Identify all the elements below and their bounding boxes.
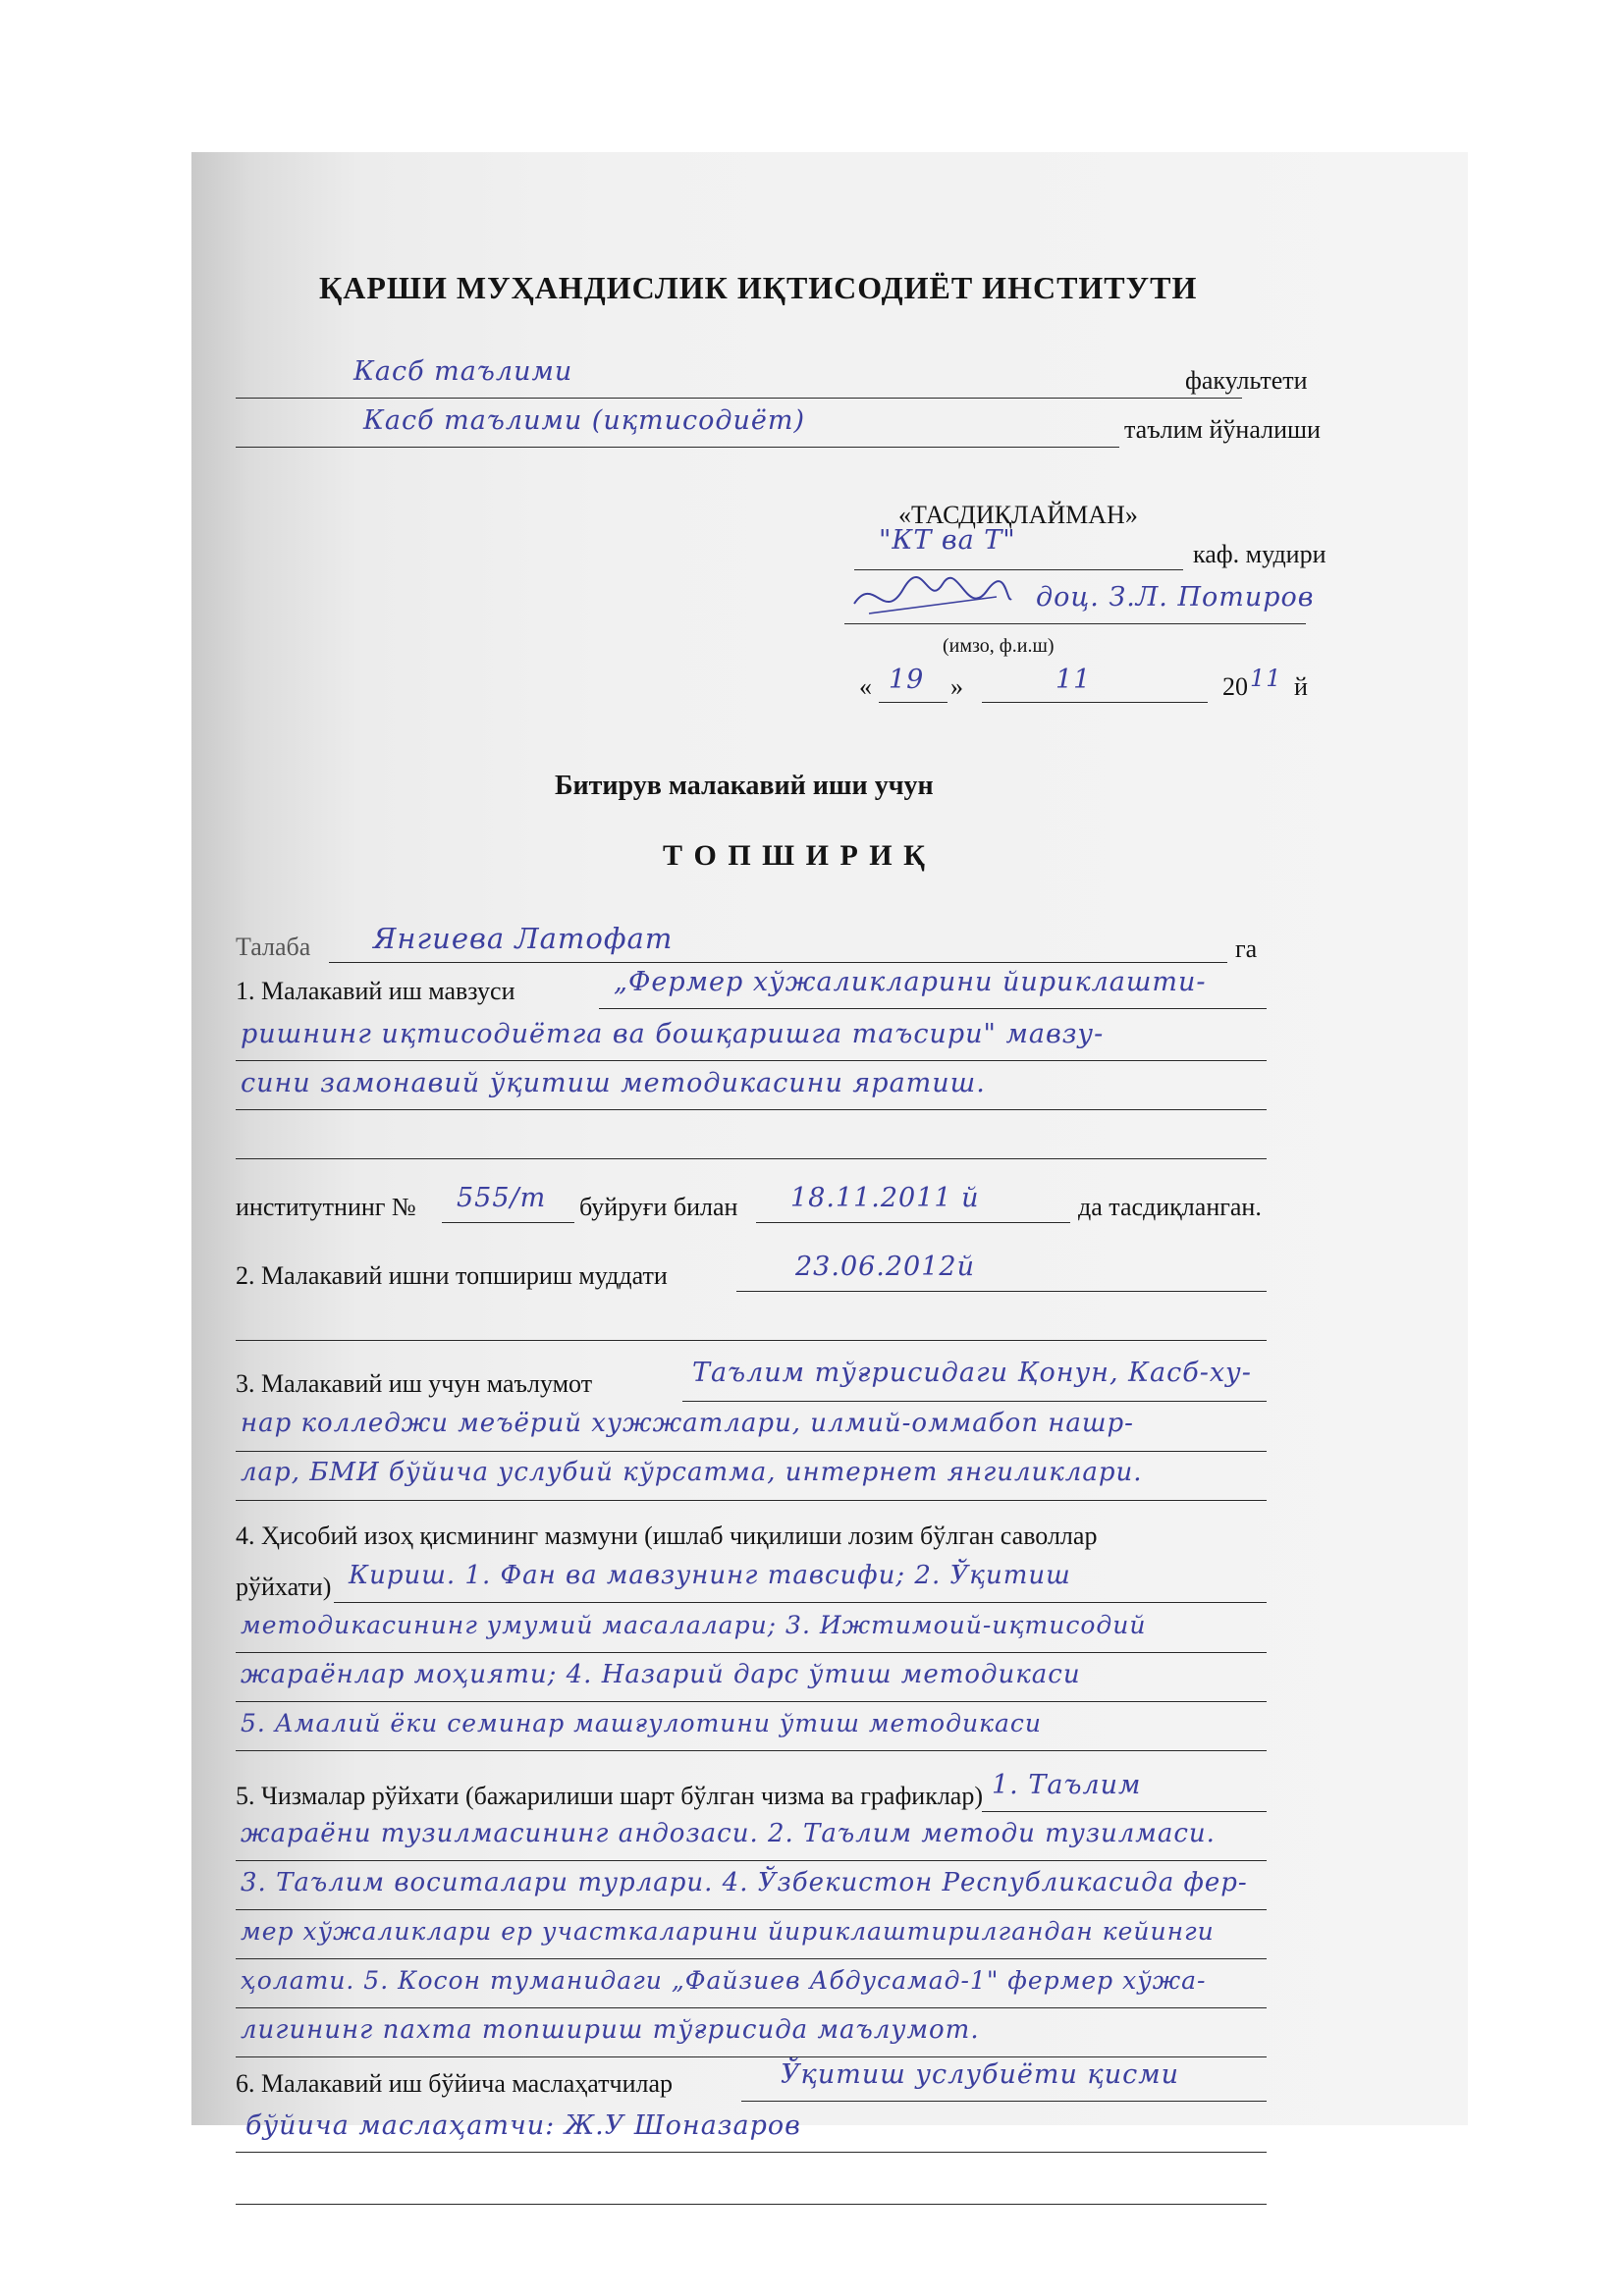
faculty-label: факультети <box>1185 366 1308 395</box>
direction-value: Касб таълими (иқтисодиёт) <box>363 405 806 436</box>
department-label: каф. мудири <box>1193 540 1326 568</box>
content-label-2: рўйхати) <box>236 1573 332 1601</box>
drawings-line-6 <box>236 2056 1267 2057</box>
materials-line-2 <box>236 1451 1267 1452</box>
month-line <box>982 702 1208 703</box>
student-suffix: га <box>1235 934 1258 963</box>
order-date: 18.11.2011 й <box>790 1183 980 1213</box>
order-date-line <box>756 1222 1070 1223</box>
content-line-3 <box>236 1701 1267 1702</box>
drawings-text-3: 3. Таълим воситалари турлари. 4. Ўзбекистон Республикасида фер- <box>241 1868 1248 1897</box>
consultants-label: 6. Малакавий иш бўйича маслаҳатчилар <box>236 2069 673 2098</box>
deadline-line-2 <box>236 1340 1267 1341</box>
deadline-value: 23.06.2012й <box>795 1252 975 1282</box>
direction-line <box>236 447 1119 448</box>
content-text-2: методикасининг умумий масалалари; 3. Ижтимоий-иқтисодий <box>241 1611 1147 1639</box>
month-value: 11 <box>1056 665 1092 695</box>
materials-label: 3. Малакавий иш учун маълумот <box>236 1369 593 1398</box>
content-text-1: Кириш. 1. Фан ва мавзунинг тавсифи; 2. Ўқитиш <box>349 1561 1071 1590</box>
content-line-1 <box>334 1602 1267 1603</box>
drawings-line-1 <box>982 1811 1267 1812</box>
deadline-label: 2. Малакавий ишни топшириш муддати <box>236 1261 668 1290</box>
year-suffix: 11 <box>1250 665 1282 692</box>
topic-label: 1. Малакавий иш мавзуси <box>236 977 515 1005</box>
sign-caption: (имзо, ф.и.ш) <box>943 635 1055 657</box>
order-number: 555/т <box>457 1183 547 1213</box>
order-middle: буйруғи билан <box>579 1193 738 1221</box>
document-title: Т О П Ш И Р И Қ <box>663 839 927 872</box>
deadline-line <box>736 1291 1267 1292</box>
topic-line-2 <box>236 1060 1267 1061</box>
order-prefix: институтнинг № <box>236 1193 416 1221</box>
drawings-text-5: ҳолати. 5. Косон туманидаги „Файзиев Абдусамад-1" фермер хўжа- <box>241 1966 1207 1995</box>
materials-text-2: нар колледжи меъёрий хужжатлари, илмий-оммабоп нашр- <box>241 1409 1134 1438</box>
drawings-line-3 <box>236 1909 1267 1910</box>
signature-scribble <box>849 569 1016 628</box>
content-line-4 <box>236 1750 1267 1751</box>
materials-text-1: Таълим тўғрисидаги Қонун, Касб-ху- <box>692 1358 1252 1388</box>
content-label-1: 4. Ҳисобий изоҳ қисмининг мазмуни (ишлаб чиқилиши лозим бўлган саволлар <box>236 1522 1098 1550</box>
consultants-line-2 <box>236 2152 1267 2153</box>
student-name: Янгиева Латофат <box>373 922 674 955</box>
department-value: "КТ ва Т" <box>879 525 1016 556</box>
drawings-text-6: лигининг пахта топшириш тўғрисида маълумот. <box>241 2015 980 2045</box>
topic-line-3 <box>236 1109 1267 1110</box>
content-text-3: жараёнлар моҳияти; 4. Назарий дарс ўтиш методикаси <box>241 1660 1081 1689</box>
direction-label: таълим йўналиши <box>1124 415 1321 444</box>
order-number-line <box>442 1222 574 1223</box>
day-line <box>879 702 947 703</box>
drawings-line-2 <box>236 1860 1267 1861</box>
order-suffix: да тасдиқланган. <box>1078 1193 1262 1221</box>
topic-text-1: „Фермер хўжаликларини йириклашти- <box>614 967 1207 997</box>
topic-text-3: сини замонавий ўқитиш методикасини яратиш. <box>241 1068 986 1098</box>
faculty-line <box>236 398 1242 399</box>
consultants-text-2: бўйича маслаҳатчи: Ж.У Шоназаров <box>245 2110 801 2141</box>
document-page <box>191 152 1468 2125</box>
approval-title: «ТАСДИҚЛАЙМАН» <box>898 501 1138 529</box>
student-label: Талаба <box>236 933 311 961</box>
drawings-line-5 <box>236 2007 1267 2008</box>
drawings-text-2: жараёни тузилмасининг андозаси. 2. Таълим методи тузилмаси. <box>241 1819 1216 1848</box>
drawings-line-4 <box>236 1958 1267 1959</box>
subtitle: Битирув малакавий иши учун <box>555 771 934 801</box>
drawings-text-4: мер хўжаликлари ер участкаларини йириклаштирилгандан кейинги <box>241 1917 1215 1946</box>
day-value: 19 <box>889 665 925 695</box>
materials-text-3: лар, БМИ бўйича услубий кўрсатма, интернет янгиликлари. <box>241 1458 1143 1487</box>
content-text-4: 5. Амалий ёки семинар машғулотини ўтиш методикаси <box>241 1709 1042 1737</box>
signer-name: доц. З.Л. Потиров <box>1036 582 1315 613</box>
drawings-text-1: 1. Таълим <box>992 1770 1142 1800</box>
materials-line-1 <box>682 1401 1267 1402</box>
faculty-value: Касб таълими <box>353 356 573 387</box>
consultants-line-3 <box>236 2204 1267 2205</box>
consultants-text-1: Ўқитиш услубиёти қисми <box>781 2059 1180 2090</box>
year-label: й <box>1294 672 1308 701</box>
content-line-2 <box>236 1652 1267 1653</box>
drawings-label: 5. Чизмалар рўйхати (бажарилиши шарт бўлган чизма ва графиклар) <box>236 1782 984 1810</box>
date-open-quote: « <box>859 672 872 701</box>
student-line <box>329 962 1227 963</box>
materials-line-3 <box>236 1500 1267 1501</box>
topic-text-2: ришнинг иқтисодиётга ва бошқаришга таъсири" мавзу- <box>241 1019 1105 1049</box>
topic-line-1 <box>599 1008 1267 1009</box>
institute-title: ҚАРШИ МУҲАНДИСЛИК ИҚТИСОДИЁТ ИНСТИТУТИ <box>319 270 1198 305</box>
date-close-quote: » <box>950 672 963 701</box>
topic-line-4 <box>236 1158 1267 1159</box>
year-prefix: 20 <box>1222 672 1248 701</box>
consultants-line-1 <box>741 2101 1267 2102</box>
